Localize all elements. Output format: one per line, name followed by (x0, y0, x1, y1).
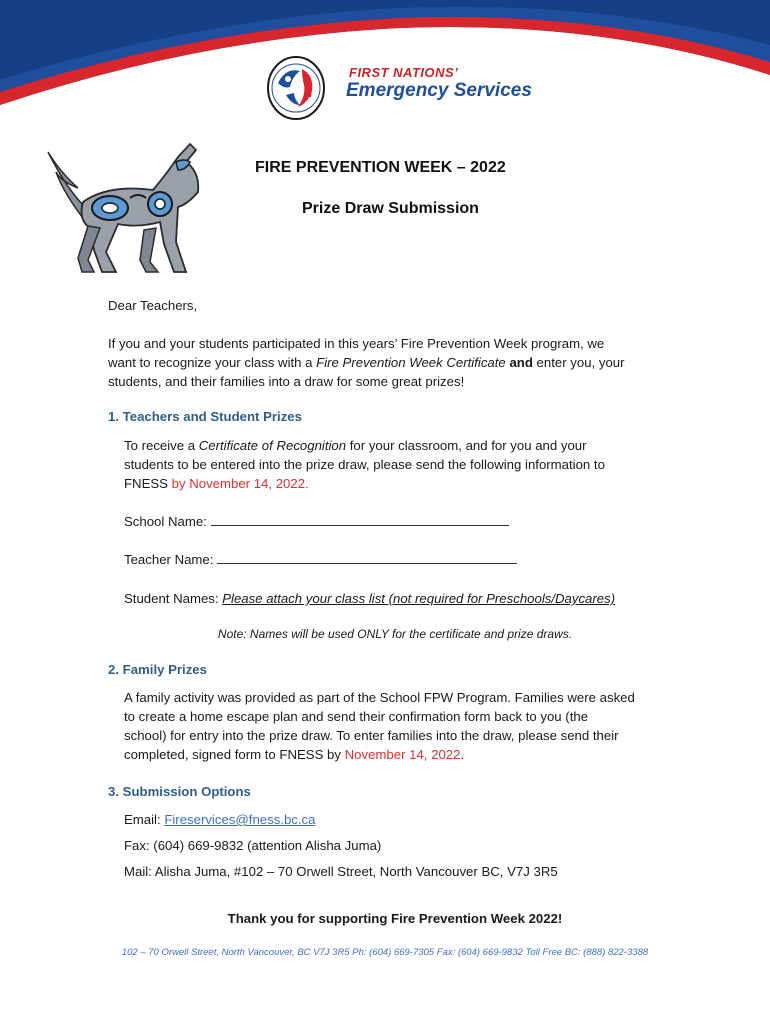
document-subtitle: Prize Draw Submission (302, 200, 479, 217)
mail-line: Mail: Alisha Juma, #102 – 70 Orwell Street, North Vancouver BC, V7J 3R5 (124, 864, 558, 879)
school-name-field[interactable] (124, 512, 509, 531)
salutation: Dear Teachers, (108, 298, 198, 313)
student-names-label: Student Names: (124, 591, 219, 606)
document-title: FIRE PREVENTION WEEK – 2022 (255, 159, 506, 176)
school-name-label: School Name: (124, 514, 207, 529)
logo-line2: Emergency Services (346, 80, 532, 101)
section-1-heading: 1. Teachers and Student Prizes (108, 409, 302, 424)
thank-you-line: Thank you for supporting Fire Prevention Week 2022! (227, 911, 563, 926)
section-2-heading: 2. Family Prizes (108, 662, 207, 677)
section-3-heading: 3. Submission Options (108, 784, 251, 799)
logo-line1: FIRST NATIONS’ (349, 65, 459, 80)
howling-wolf-illustration (38, 132, 218, 282)
student-names-note: Please attach your class list (not required for Preschools/Daycares) (222, 591, 616, 606)
intro-line-2: want to recognize your class with a Fire Prevention Week Certificate and enter you, your (108, 355, 625, 370)
fness-emblem-icon (266, 55, 346, 121)
email-link[interactable]: Fireservices@fness.bc.ca (164, 812, 316, 827)
section-1-paragraph: To receive a Certificate of Recognition for your classroom, and for you and your students to be entered into the prize draw, please send the following information to FNESS by November 14, 2022. (124, 438, 605, 491)
intro-line-1: If you and your students participated in this years’ Fire Prevention Week program, we (108, 336, 605, 351)
footer-contact: 102 – 70 Orwell Street, North Vancouver, BC V7J 3R5 Ph: (604) 669-7305 Fax: (604) 669-9832 Toll Free BC: (888) 822-3388 (121, 947, 649, 958)
email-line: Email: Fireservices@fness.bc.ca (124, 812, 316, 827)
section-2-paragraph: A family activity was provided as part of the School FPW Program. Families were asked to create a home escape plan and send their confirmation form back to you (the school) for entry into the prize draw. To enter families into the draw, please send their completed, signed form to FNESS by November 14, 2022. (124, 690, 635, 762)
fness-logo (266, 55, 346, 121)
school-name-line[interactable] (211, 513, 509, 526)
intro-paragraph (108, 334, 668, 391)
intro-line-3: students, and their families into a draw for some great prizes! (108, 374, 465, 389)
student-names-field (124, 589, 615, 608)
teacher-name-line[interactable] (217, 551, 517, 564)
fax-line: Fax: (604) 669-9832 (attention Alisha Juma) (124, 838, 382, 853)
teacher-name-field[interactable] (124, 550, 517, 569)
names-note: Note: Names will be used ONLY for the certificate and prize draws. (217, 627, 573, 641)
teacher-name-label: Teacher Name: (124, 552, 214, 567)
